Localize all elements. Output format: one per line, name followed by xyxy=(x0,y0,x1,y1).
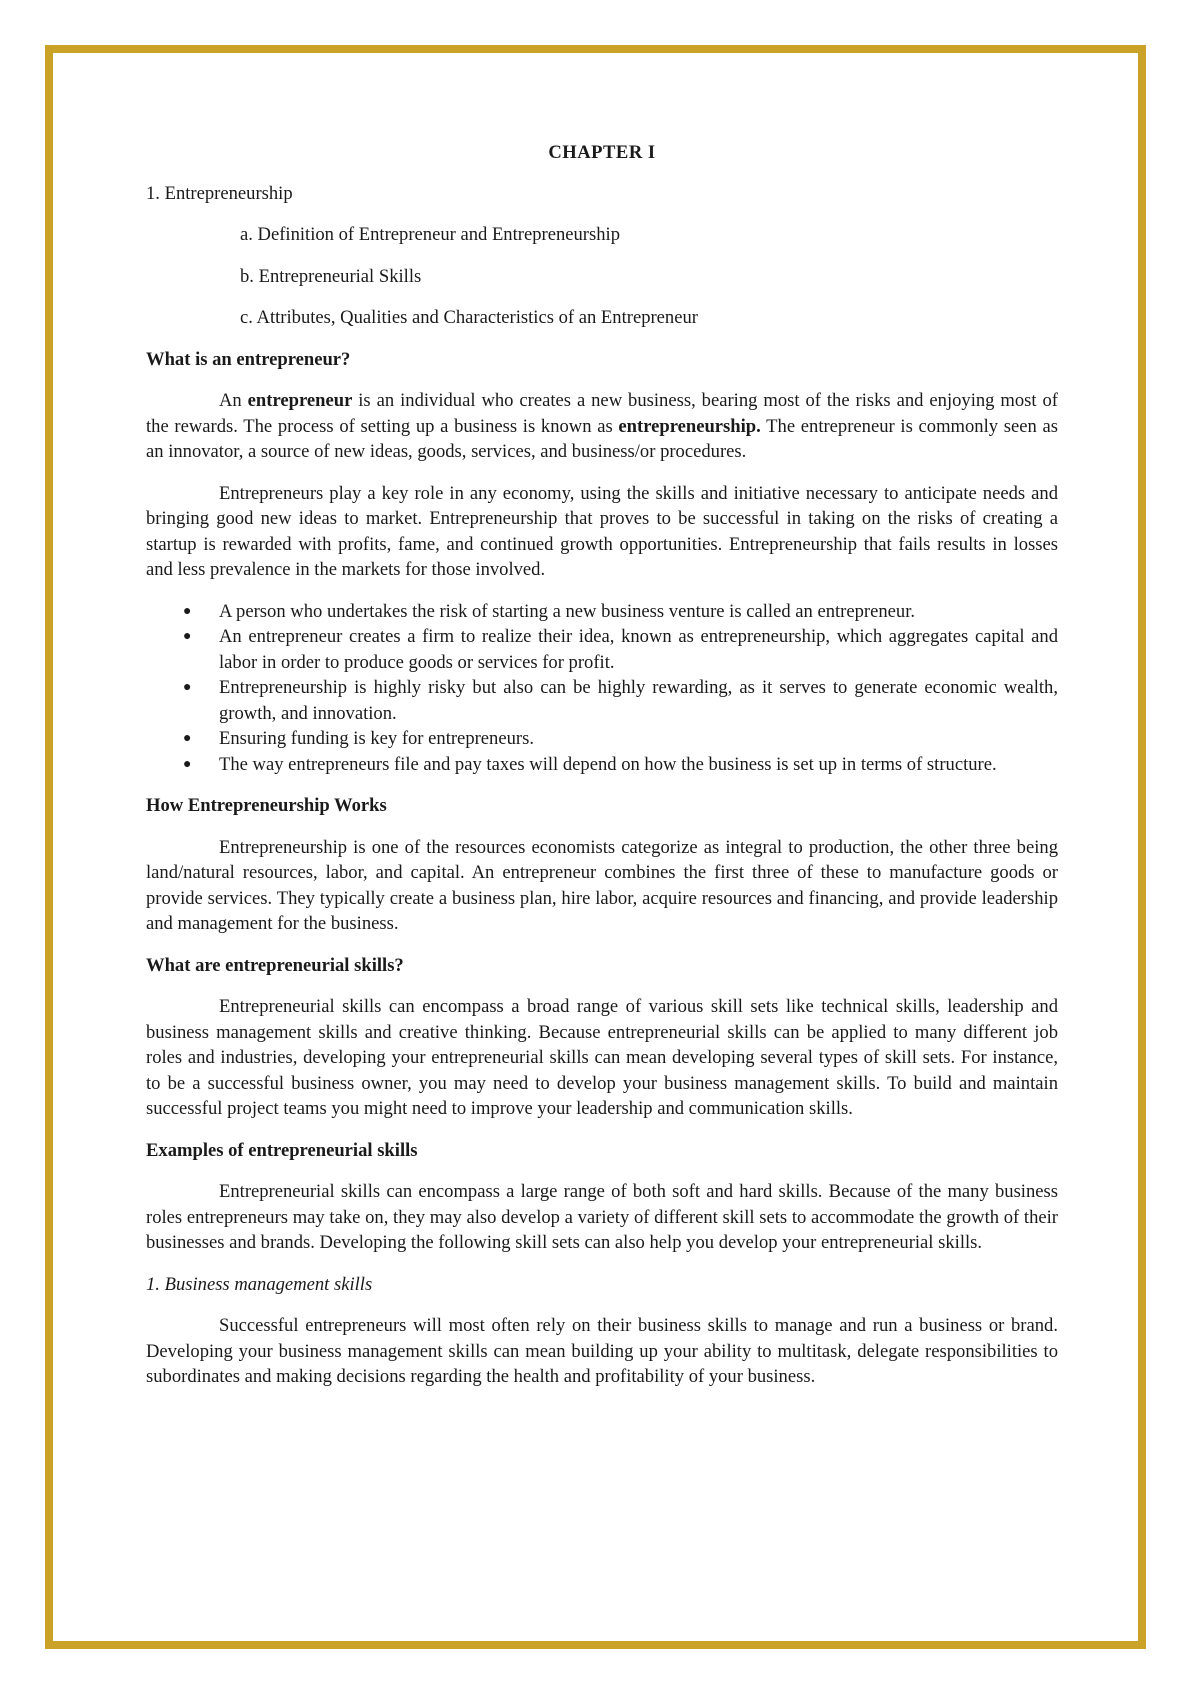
bullet-dot-icon: ● xyxy=(183,629,192,644)
section-heading-examples: Examples of entrepreneurial skills xyxy=(146,1139,418,1161)
list-item: ● Ensuring funding is key for entrepreneurs. xyxy=(219,726,1058,752)
chapter-title: CHAPTER I xyxy=(548,142,656,163)
bullet-dot-icon: ● xyxy=(183,731,192,746)
section-heading-how-works: How Entrepreneurship Works xyxy=(146,795,387,816)
paragraph: Successful entrepreneurs will most often rely on their business skills to manage and run a business or brand. Developing your business management skills can mean building up your ability to multitask, delegate responsibilities to subordinates and making decisions regarding the health and profitability of your business. xyxy=(146,1315,1058,1387)
bullet-list xyxy=(146,599,1058,778)
document-body xyxy=(146,140,1058,1406)
subsection-heading: 1. Business management skills xyxy=(146,1273,373,1295)
list-item: ● The way entrepreneurs file and pay taxes will depend on how the business is set up in terms of structure. xyxy=(219,752,1058,778)
bullet-dot-icon: ● xyxy=(183,756,192,772)
paragraph: Entrepreneurs play a key role in any economy, using the skills and initiative necessary to anticipate needs and bringing good new ideas to market. Entrepreneurship that proves to be successful in taking on the risks of creating a startup is rewarded with profits, fame, and continued growth opportunities. Entrepreneurship that fails results in losses and less prevalence in the markets for those involved. xyxy=(146,482,1058,580)
toc-sub-item: c. Attributes, Qualities and Characteristics of an Entrepreneur xyxy=(240,307,698,328)
toc-sub-item: a. Definition of Entrepreneur and Entrepreneurship xyxy=(240,224,620,245)
paragraph: Entrepreneurship is one of the resources economists categorize as integral to production, the other three being land/natural resources, labor, and capital. An entrepreneur combines the first three of these to manufacture goods or provide services. They typically create a business plan, hire labor, acquire resources and financing, and provide leadership and management for the business. xyxy=(146,836,1058,934)
paragraph: Entrepreneurial skills can encompass a large range of both soft and hard skills. Because of the many business roles entrepreneurs may take on, they may also develop a variety of different skill sets to accommodate the growth of their businesses and brands. Developing the following skill sets can also help you develop your entrepreneurial skills. xyxy=(146,1181,1058,1253)
section-heading-skills: What are entrepreneurial skills? xyxy=(146,954,404,976)
section-heading-what-is: What is an entrepreneur? xyxy=(146,348,351,370)
toc-sub-item: b. Entrepreneurial Skills xyxy=(240,265,422,287)
list-item: ● An entrepreneur creates a firm to realize their idea, known as entrepreneurship, which aggregates capital and labor in order to produce goods or services for profit. xyxy=(183,626,1058,673)
bullet-dot-icon: ● xyxy=(183,603,192,619)
paragraph: Entrepreneurial skills can encompass a broad range of various skill sets like technical skills, leadership and business management skills and creative thinking. Because entrepreneurial skills can be applied to many different job roles and industries, developing your entrepreneurial skills can mean developing several types of skill sets. For instance, to be a successful business owner, you may need to develop your business management skills. To build and maintain successful project teams you might need to improve your leadership and communication skills. xyxy=(146,996,1058,1119)
toc-main-item: 1. Entrepreneurship xyxy=(146,182,293,204)
list-item: ● Entrepreneurship is highly risky but also can be highly rewarding, as it serves to generate economic wealth, growth, and innovation. xyxy=(183,677,1058,724)
bullet-dot-icon: ● xyxy=(183,680,192,695)
paragraph: An entrepreneur is an individual who creates a new business, bearing most of the risks and enjoying most of the rewards. The process of setting up a business is known as entrepreneurship. The entrepreneur is commonly seen as an innovator, a source of new ideas, goods, services, and business/or procedures. xyxy=(146,390,1058,462)
list-item: ● A person who undertakes the risk of starting a new business venture is called an entrepreneur. xyxy=(219,599,1058,625)
